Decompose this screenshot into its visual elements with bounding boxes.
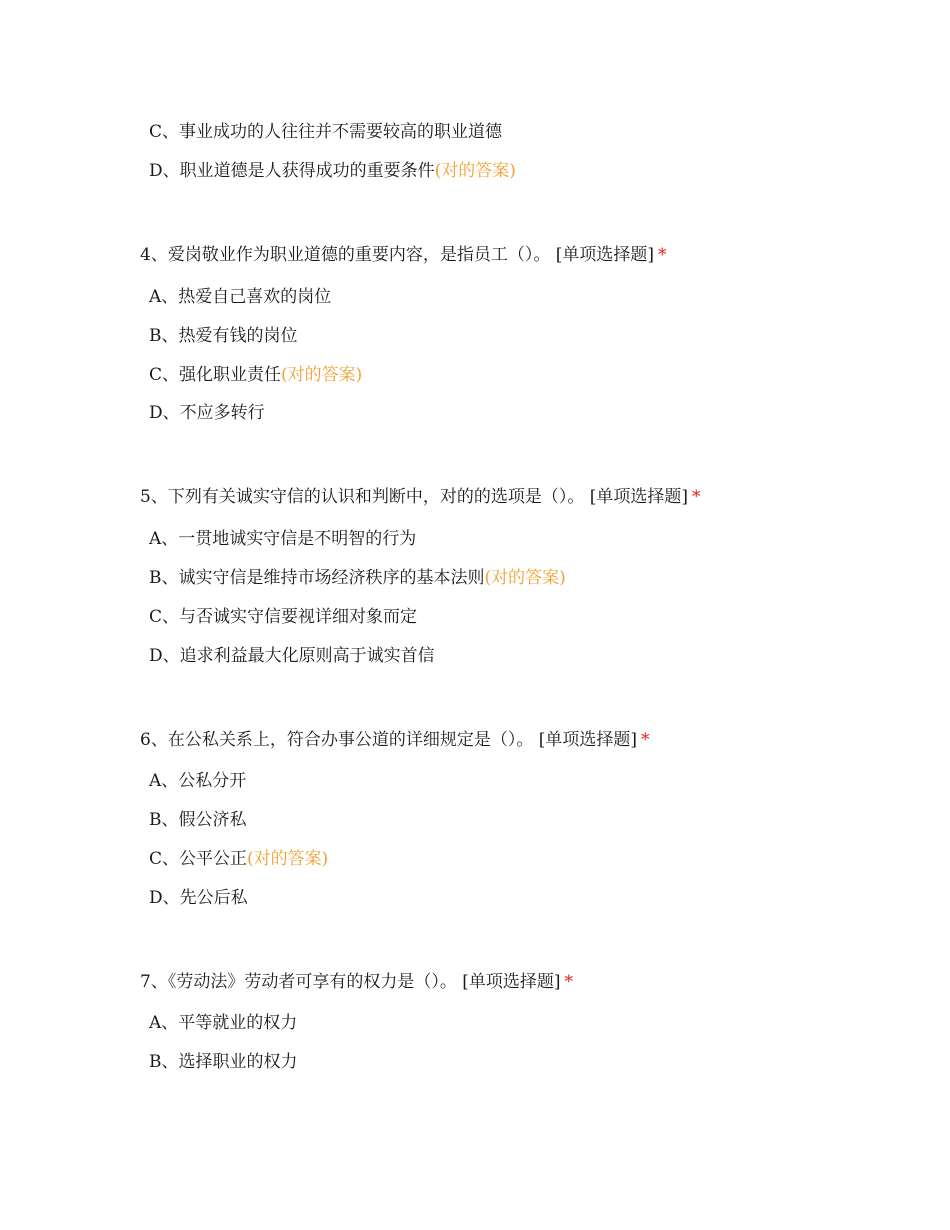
- question-6-title: [140, 729, 649, 751]
- option-text: B、假公济私: [149, 810, 247, 830]
- option-text: A、平等就业的权力: [149, 1013, 298, 1033]
- option-text: C、事业成功的人往往并不需要较高的职业道德: [149, 122, 503, 142]
- question-text: 4、爱岗敬业作为职业道德的重要内容，是指员工（）。 [单项选择题]: [140, 245, 654, 265]
- option-5a[interactable]: [149, 528, 416, 550]
- required-mark: *: [691, 487, 701, 507]
- option-5b[interactable]: [149, 567, 566, 589]
- question-4-title: [140, 244, 666, 266]
- correct-answer-mark: (对的答案): [281, 365, 363, 385]
- question-7-title: [140, 971, 573, 993]
- option-6b[interactable]: [149, 809, 247, 831]
- option-text: B、热爱有钱的岗位: [149, 326, 298, 346]
- question-text: 6、在公私关系上，符合办事公道的详细规定是（）。 [单项选择题]: [140, 730, 637, 750]
- option-text: A、热爱自己喜欢的岗位: [149, 287, 332, 307]
- option-7a[interactable]: [149, 1012, 297, 1034]
- option-text: D、追求利益最大化原则高于诚实首信: [149, 646, 435, 666]
- option-7b[interactable]: [149, 1051, 298, 1073]
- correct-answer-mark: (对的答案): [434, 161, 516, 181]
- option-text: B、诚实守信是维持市场经济秩序的基本法则: [149, 568, 485, 588]
- option-4c[interactable]: [149, 364, 362, 386]
- option-4d[interactable]: [149, 402, 265, 424]
- option-text: A、公私分开: [149, 771, 247, 791]
- question-text: 5、下列有关诚实守信的认识和判断中，对的的选项是（）。 [单项选择题]: [140, 487, 688, 507]
- option-6c[interactable]: [149, 848, 328, 870]
- option-text: C、强化职业责任: [149, 365, 282, 385]
- required-mark: *: [564, 972, 573, 992]
- option-text: D、不应多转行: [149, 403, 265, 423]
- question-text: 7、《劳动法》劳动者可享有的权力是（）。 [单项选择题]: [140, 972, 561, 992]
- option-text: C、与否诚实守信要视详细对象而定: [149, 607, 418, 627]
- option-3c[interactable]: [149, 121, 502, 143]
- option-text: D、先公后私: [149, 888, 248, 908]
- option-5d[interactable]: [149, 645, 435, 667]
- option-4a[interactable]: [149, 286, 331, 308]
- correct-answer-mark: (对的答案): [484, 568, 566, 588]
- correct-answer-mark: (对的答案): [247, 849, 329, 869]
- option-text: D、职业道德是人获得成功的重要条件: [149, 161, 435, 181]
- option-4b[interactable]: [149, 325, 298, 347]
- option-text: A、一贯地诚实守信是不明智的行为: [149, 529, 417, 549]
- required-mark: *: [640, 730, 650, 750]
- option-text: B、选择职业的权力: [149, 1052, 298, 1072]
- question-5-title: [140, 486, 700, 508]
- option-6d[interactable]: [149, 887, 248, 909]
- option-text: C、公平公正: [149, 849, 248, 869]
- required-mark: *: [657, 245, 667, 265]
- option-5c[interactable]: [149, 606, 417, 628]
- option-3d[interactable]: [149, 160, 516, 182]
- option-6a[interactable]: [149, 770, 246, 792]
